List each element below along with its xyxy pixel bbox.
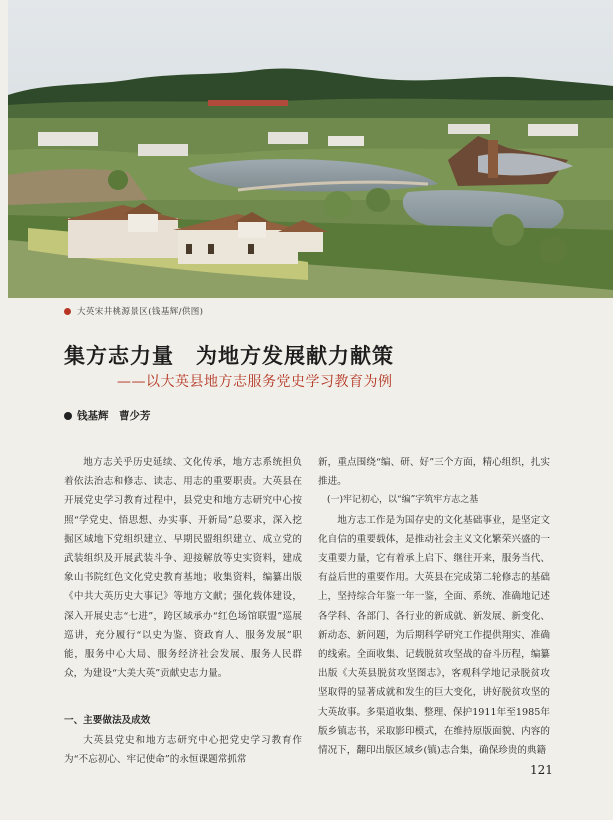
page-number: 121	[530, 763, 553, 777]
left-column	[64, 453, 302, 769]
caption-text: 大英宋井桃源景区(钱基辉/供图)	[77, 307, 204, 317]
article-subtitle: ——以大英县地方志服务党史学习教育为例	[117, 374, 393, 390]
right-column	[318, 453, 550, 760]
authors-line	[64, 408, 151, 423]
bullet-icon	[64, 308, 71, 315]
scenic-photo	[8, 0, 613, 298]
section-heading: 一、主要做法及成效	[64, 715, 151, 727]
bullet-icon	[64, 412, 72, 420]
photo-caption	[64, 305, 203, 317]
paragraph: 地方志关乎历史延续、文化传承，地方志系统担负着依法治志和修志、读志、用志的重要职责。大英县在开展党史学习教育过程中，县党史和地方志研究中心按照“学党史、悟思想、办实事、开新局”总要求，深入挖掘区域地下党组织建立、早期民盟组织建立、成立党的武装组织及开展武装斗争、迎接解放等史实资料，建成象山书院红色文化党史教育基地；收集资料，编纂出版《中共大英历史大事记》等地方文献；强化载体建设，深入开展史志“七进”，跨区域承办“红色场馆联盟”巡展巡讲，充分履行“以史为鉴、资政育人、服务发展”职能，服务中心大局、服务经济社会发展、服务人民群众，为建设“大美大英”贡献史志力量。	[64, 457, 302, 680]
paragraph: 地方志工作是为国存史的文化基础事业，是坚定文化自信的重要载体，是推动社会主义文化繁荣兴盛的一支重要力量，它有着承上启下、继往开来，服务当代、有益后世的重要作用。大英县在完成第二轮修志的基础上，坚持综合年鉴一年一鉴，全面、系统、准确地记述各学科、各部门、各行业的新成就、新发展、新变化、新动态、新问题，为后期科学研究工作提供翔实、准确的线索。全面收集、记载脱贫攻坚战的奋斗历程，编纂出版《大英县脱贫攻坚图志》，客观科学地记录脱贫攻坚取得的显著成就和发生的巨大变化，讲好脱贫攻坚的大英故事。多渠道收集、整理、保护1911年至1985年版乡镇志书，采取影印模式，在维持原版面貌、内容的情况下，翻印出版区域乡(镇)志合集，确保珍贵的典籍	[318, 514, 550, 757]
article-title: 集方志力量 为地方发展献力献策	[64, 344, 394, 368]
paragraph: 大英县党史和地方志研究中心把党史学习教育作为“不忘初心、牢记使命”的永恒课题常抓常	[64, 734, 302, 765]
paragraph: 新，重点围绕“编、研、好”三个方面，精心组织，扎实推进。	[318, 457, 550, 488]
authors-text: 钱基辉 曹少芳	[77, 410, 151, 422]
subsection-heading: (一)牢记初心，以“编”字筑牢方志之基	[327, 495, 479, 506]
